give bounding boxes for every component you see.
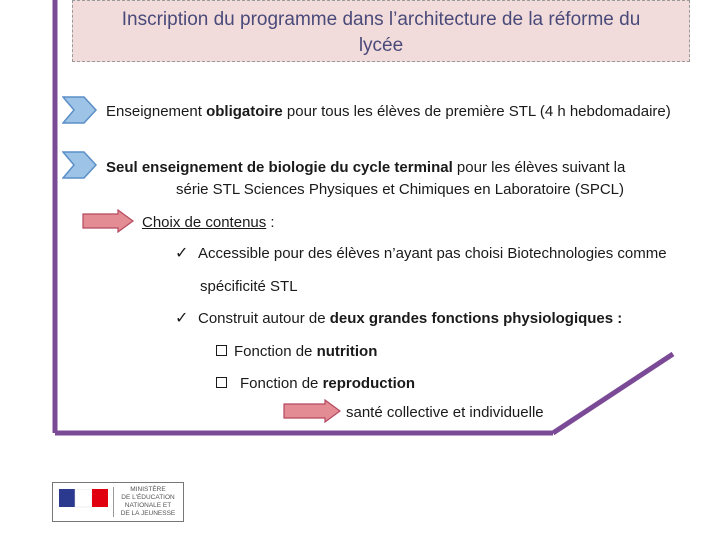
checkmark-icon: ✓	[175, 310, 189, 327]
chevron-icon	[62, 95, 98, 125]
checkbox-square-icon	[216, 377, 227, 388]
arrow-right-icon	[82, 209, 134, 233]
arrow-right-icon	[283, 399, 341, 423]
item-reproduction: Fonction de reproduction	[240, 375, 416, 392]
bullet-seul-enseignement-line2: série STL Sciences Physiques et Chimiques en Laboratoire (SPCL)	[176, 181, 624, 198]
sante-collective: santé collective et individuelle	[346, 404, 544, 421]
chevron-icon	[62, 150, 98, 180]
checkbox-square-icon	[216, 345, 227, 356]
logo-divider	[113, 487, 114, 517]
check-construit: Construit autour de deux grandes fonctions physiologiques :	[198, 310, 623, 327]
check-accessible: Accessible pour des élèves n’ayant pas choisi Biotechnologies comme	[198, 245, 667, 262]
bullet-seul-enseignement: Seul enseignement de biologie du cycle terminal pour les élèves suivant la	[106, 159, 626, 176]
title-line-1: Inscription du programme dans l’architecture de la réforme du	[121, 9, 641, 30]
checkmark-icon: ✓	[175, 245, 189, 262]
slide-title	[72, 0, 690, 62]
check-accessible-line2: spécificité STL	[200, 278, 298, 295]
choix-contenus: Choix de contenus :	[142, 214, 275, 231]
marianne-logo-icon	[59, 489, 109, 511]
title-line-2: lycée	[358, 35, 404, 56]
item-nutrition: Fonction de nutrition	[234, 343, 378, 360]
bullet-obligatoire: Enseignement obligatoire pour tous les élèves de première STL (4 h hebdomadaire)	[106, 103, 671, 120]
logo-text: MINISTÈRE DE L'ÉDUCATION NATIONALE ET DE LA JEUNESSE	[120, 486, 176, 517]
ministry-logo	[52, 482, 184, 522]
